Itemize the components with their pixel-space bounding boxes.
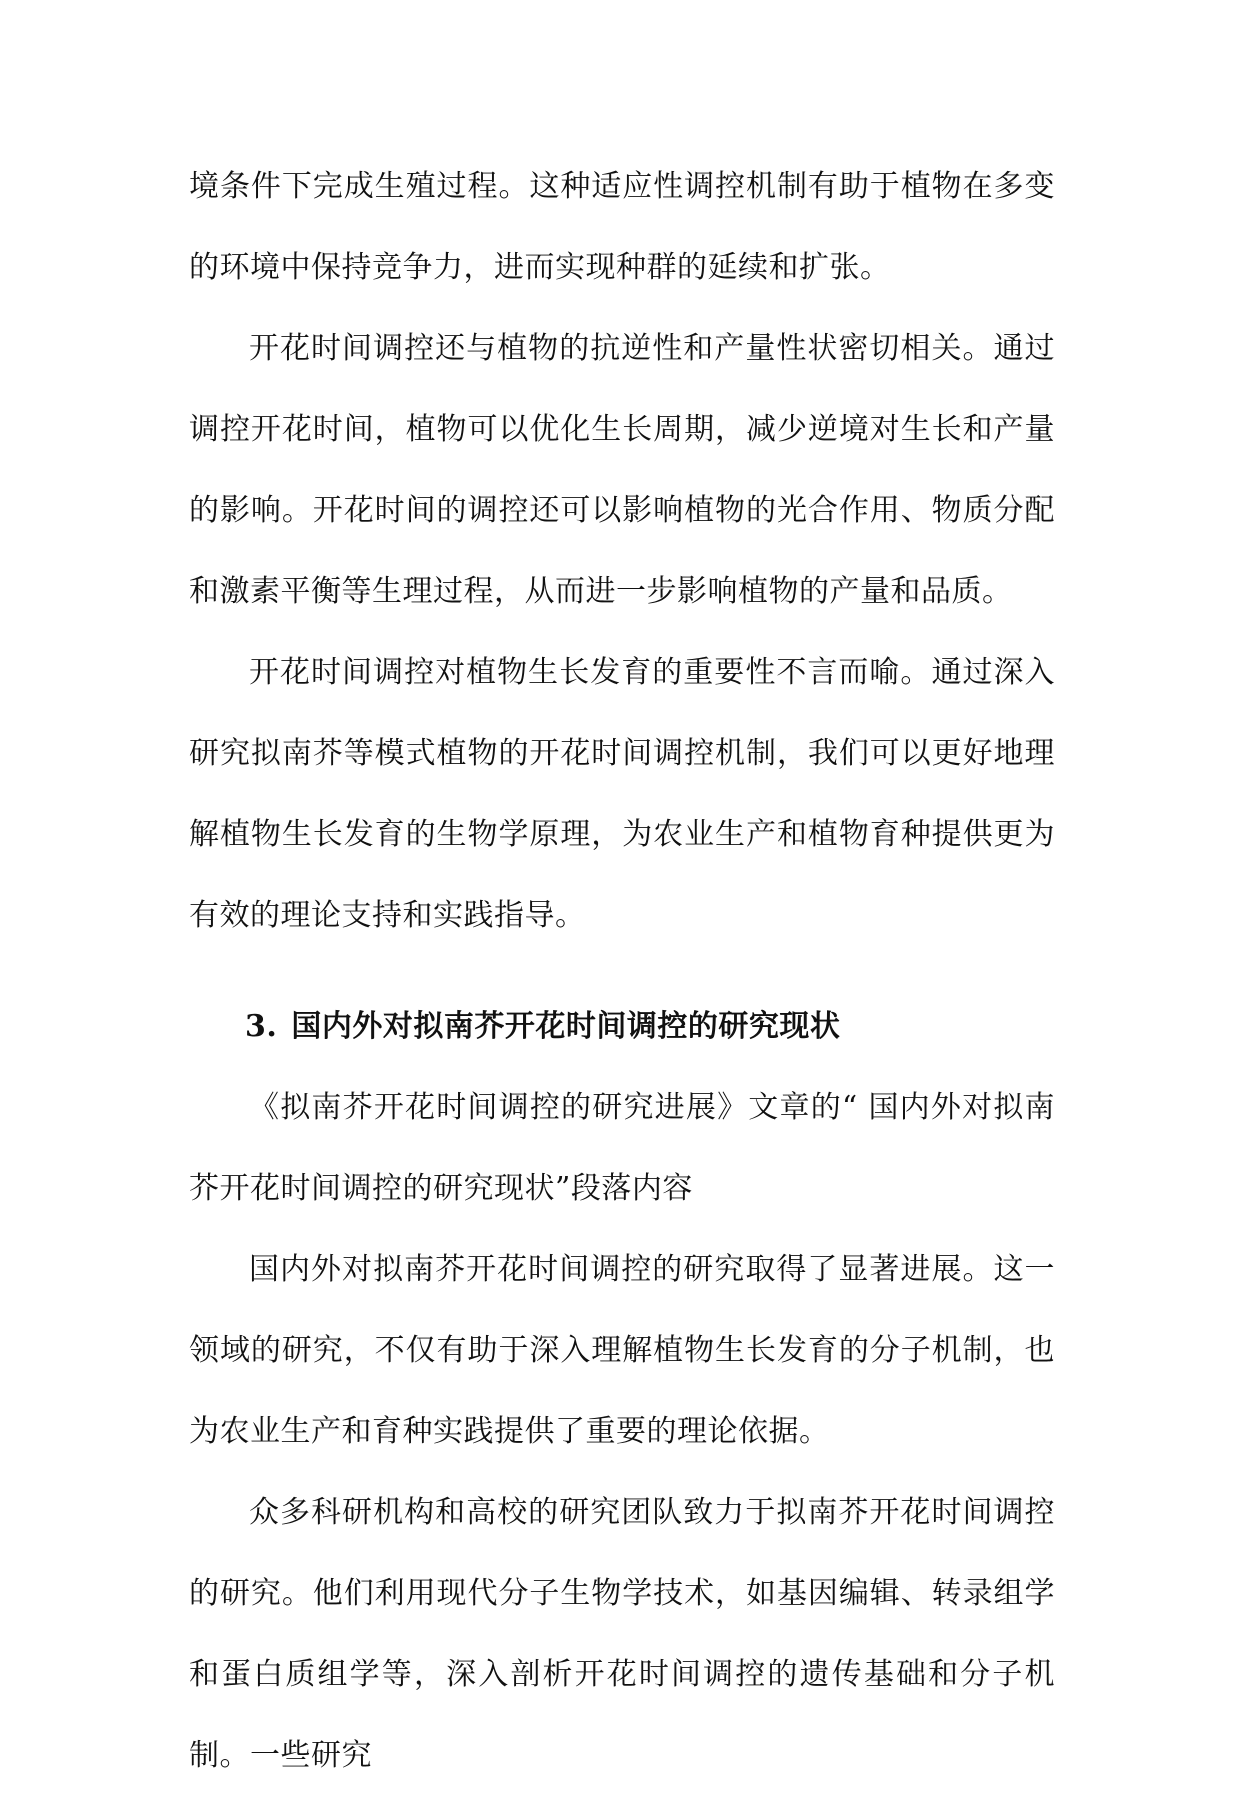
paragraph-stress-yield: 开花时间调控还与植物的抗逆性和产量性状密切相关。通过调控开花时间，植物可以优化生长周期，减少逆境对生长和产量的影响。开花时间的调控还可以影响植物的光合作用、物质分配和激素平衡等生理过程，从而进一步影响植物的产量和品质。 — [189, 331, 1055, 609]
paragraph-research-teams: 众多科研机构和高校的研究团队致力于拟南芥开花时间调控的研究。他们利用现代分子生物学技术，如基因编辑、转录组学和蛋白质组学等，深入剖析开花时间调控的遗传基础和分子机制。一些研究 — [189, 1495, 1055, 1773]
paragraph-continuation: 境条件下完成生殖过程。这种适应性调控机制有助于植物在多变的环境中保持竞争力，进而实现种群的延续和扩张。 — [189, 169, 1055, 285]
paragraph-section-intro: 《拟南芥开花时间调控的研究进展》文章的“ 国内外对拟南芥开花时间调控的研究现状”段落内容 — [189, 1090, 1055, 1206]
paragraph-importance: 开花时间调控对植物生长发育的重要性不言而喻。通过深入研究拟南芥等模式植物的开花时间调控机制，我们可以更好地理解植物生长发育的生物学原理，为农业生产和植物育种提供更为有效的理论支持和实践指导。 — [189, 655, 1055, 933]
section-number: 3. — [245, 1009, 278, 1044]
text-column — [189, 146, 1055, 1796]
paragraph-progress: 国内外对拟南芥开花时间调控的研究取得了显著进展。这一领域的研究，不仅有助于深入理解植物生长发育的分子机制，也为农业生产和育种实践提供了重要的理论依据。 — [189, 1252, 1055, 1449]
section-title: 国内外对拟南芥开花时间调控的研究现状 — [291, 1009, 841, 1044]
section-heading — [189, 986, 1055, 1067]
